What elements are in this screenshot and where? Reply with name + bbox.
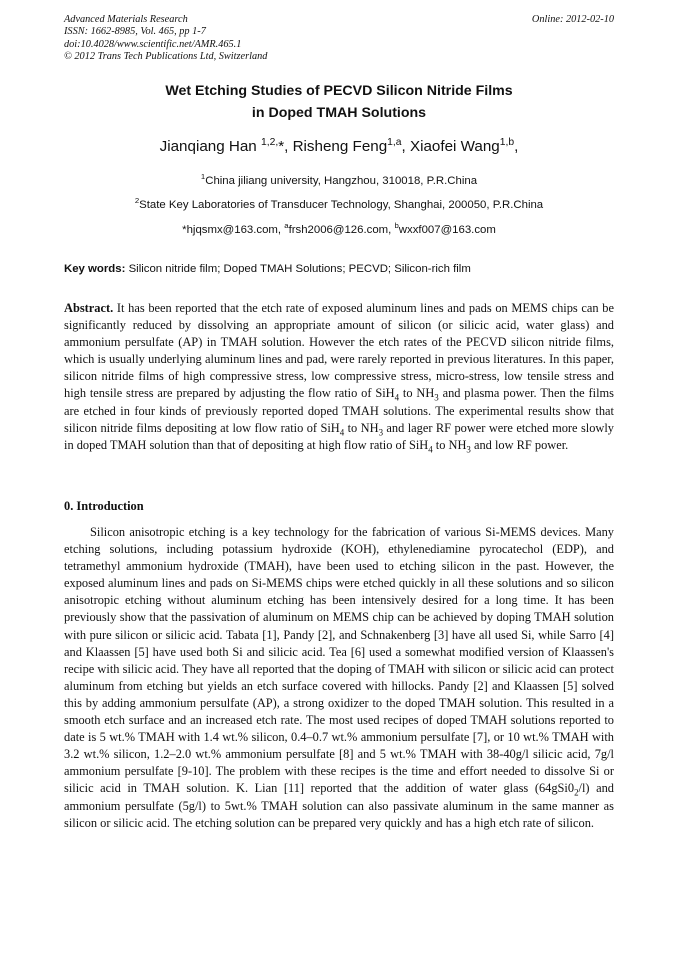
abstract	[64, 300, 614, 454]
affiliation-text: China jiliang university, Hangzhou, 310018, P.R.China	[205, 175, 478, 187]
author-name: Risheng Feng	[292, 138, 388, 155]
author-separator: ,	[401, 138, 410, 155]
subscript: 4	[428, 444, 433, 455]
affiliation-text: State Key Laboratories of Transducer Technology, Shanghai, 200050, P.R.China	[139, 199, 544, 211]
email-mark: b	[394, 221, 399, 231]
abstract-text: to NH	[432, 437, 467, 452]
subscript: 3	[466, 444, 471, 455]
author-affiliation-mark: 1,2,	[260, 136, 279, 148]
author-affiliation-mark: 1,a	[387, 136, 402, 148]
introduction-text: /l) and ammonium persulfate (5g/l) to 5wt.% TMAH solution can also passivate aluminum in the same manner as silicon or silicic acid. The etching solution can be prepared very quickly and has a high etch rate of silicon.	[64, 781, 615, 830]
author-list-end: ,	[514, 138, 519, 155]
author-name: Jianqiang Han	[159, 138, 257, 155]
journal-name: Advanced Materials Research	[64, 14, 188, 25]
subscript: 4	[339, 427, 345, 438]
subscript: 3	[378, 427, 384, 438]
affiliation-mark: 2	[134, 196, 140, 206]
affiliation-2	[0, 196, 678, 211]
abstract-text: and plasma power. Then the films are etched in four kinds of previously reported doped TMAH solutions. The experimental results show that silicon nitride films depositing at low flow ratio of SiH	[64, 386, 614, 435]
keywords	[64, 263, 614, 275]
email: frsh2006@126.com,	[288, 224, 395, 236]
title-line-2: in Doped TMAH Solutions	[251, 105, 427, 121]
affiliation-1	[0, 172, 678, 187]
author-list	[0, 138, 678, 155]
abstract-text: and lager RF power were etched more slowly in doped TMAH solution than that of depositing at high flow ratio of SiH	[64, 420, 614, 452]
abstract-text: and low RF power.	[470, 437, 569, 452]
keywords-label: Key words:	[64, 263, 126, 275]
email-mark: a	[284, 221, 289, 231]
abstract-text: to NH	[344, 420, 379, 435]
introduction-text: Silicon anisotropic etching is a key technology for the fabrication of various Si-MEMS devices. Many etching solutions, including potassium hydroxide (KOH), ethylenediamine pyrocatechol (EDP), and tetramethyl ammonium hydroxide (TMAH), have been used to etching silicon in the past. However, the exposed aluminum lines and pads on Si-MEMS chips were etched quickly in all these solutions and so silicon anisotropic etching without aluminum etching has been intensively desired for a long time. It has been previously show that the passivation of aluminum on MEMS chip can be achieved by doping TMAH solution with pure silicon or silicic acid. Tabata [1], Pandy [2], and Schnakenberg [3] have all used Si, while Sarro [4] and Klaassen [5] have used both Si and silicic acid. Tea [6] used a somewhat modified version of Klaassen's recipe with silicic acid. They have all reported that the doping of TMAH with silicon or silicic acid can protect aluminum from etching but yields an etch surface covered with hillocks. Pandy [2] and Klaassen [5] solved this by adding ammonium persulfate (AP), a strong oxidizer to the doped TMAH solution. This resulted in a smooth etch surface and an increased etch rate. The most used recipes of doped TMAH solutions reported to date is 5 wt.% TMAH with 1.4 wt.% silicon, 0.4–0.7 wt.% ammonium persulfate [7], or 10 wt.% TMAH with 3.2 wt.% silicon, 1.2–2.0 wt.% ammonium persulfate [8] and 5 wt.% TMAH with 38-40g/l silicic acid, 7g/l ammonium persulfate [9-10]. The problem with these recipes is the time and effort needed to dissolve Si or silicic acid in TMAH solution. K. Lian [11] reported that the addition of water glass (64gSi0	[64, 525, 614, 796]
subscript: 2	[574, 787, 579, 798]
paper-title	[0, 80, 678, 124]
author-affiliation-mark: 1,b	[499, 136, 515, 148]
introduction-paragraph	[64, 524, 614, 832]
abstract-text: It has been reported that the etch rate of exposed aluminum lines and pads on MEMS chips can be significantly reduced by dissolving an appropriate amount of silicon (or silicic acid, water glass) and ammonium persulfate (AP) in TMAH solution. However the etch rates of the PECVD silicon nitride films, which is usually underlying aluminum lines and pad, were rarely reported in previous literatures. In this paper, silicon nitride films of high compressive stress, low compressive stress, micro-stress, low tensile stress and high tensile stress are prepared by adjusting the flow ratio of SiH	[64, 301, 614, 401]
section-heading-introduction: 0. Introduction	[64, 499, 144, 513]
corresponding-author-mark: *	[278, 138, 285, 155]
keywords-text: Silicon nitride film; Doped TMAH Solutions; PECVD; Silicon-rich film	[125, 263, 471, 275]
subscript: 4	[394, 392, 400, 403]
author-separator: ,	[284, 138, 293, 155]
copyright-line: © 2012 Trans Tech Publications Ltd, Switzerland	[64, 50, 268, 62]
subscript: 3	[434, 392, 439, 403]
issn-line: ISSN: 1662-8985, Vol. 465, pp 1-7	[64, 26, 206, 38]
email: *hjqsmx@163.com,	[182, 224, 285, 236]
abstract-text: to NH	[399, 386, 435, 401]
doi-line: doi:10.4028/www.scientific.net/AMR.465.1	[64, 38, 242, 50]
page-header	[64, 14, 614, 63]
abstract-label: Abstract.	[64, 301, 114, 315]
online-date: Online: 2012-02-10	[531, 14, 614, 25]
author-name: Xiaofei Wang	[409, 138, 500, 155]
email: wxxf007@163.com	[398, 224, 496, 236]
email-line	[0, 221, 678, 236]
affiliation-mark: 1	[200, 172, 206, 182]
title-line-1: Wet Etching Studies of PECVD Silicon Nitride Films	[165, 83, 513, 99]
